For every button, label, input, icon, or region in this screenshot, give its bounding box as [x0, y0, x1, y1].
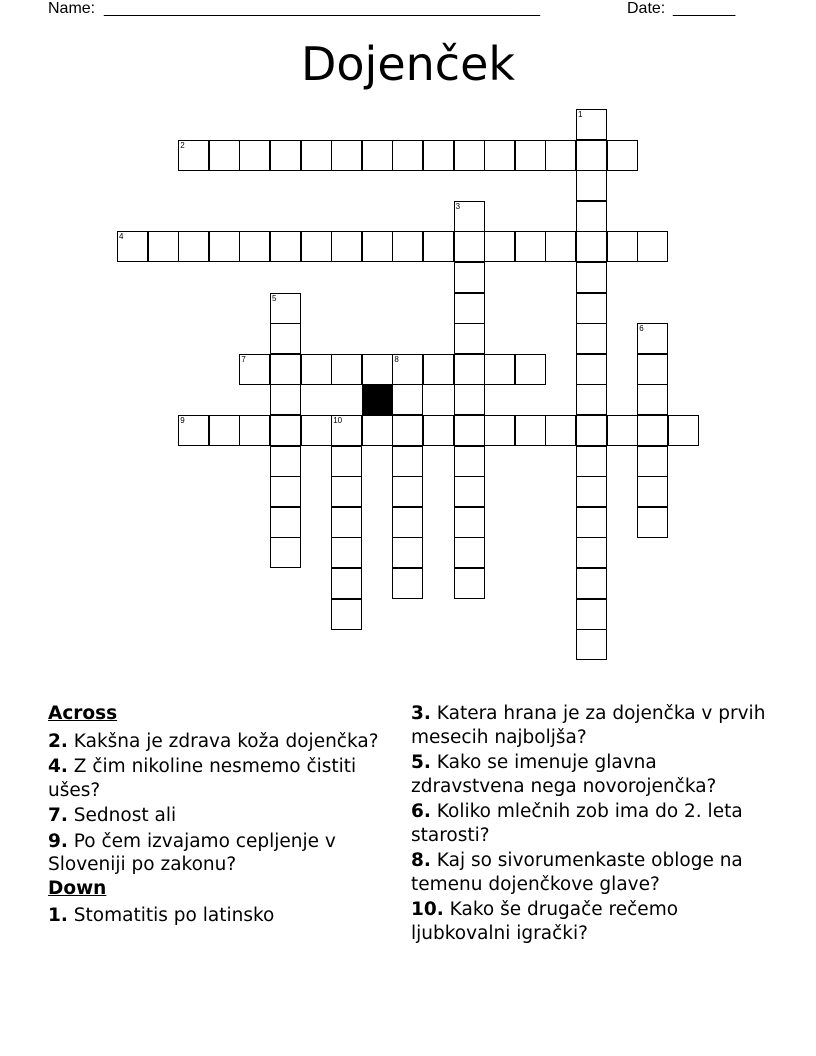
- grid-cell[interactable]: [576, 629, 607, 660]
- grid-cell[interactable]: [454, 537, 485, 568]
- cell-number: 4: [119, 232, 124, 242]
- grid-cell[interactable]: [331, 415, 362, 446]
- grid-cell[interactable]: [515, 140, 546, 171]
- grid-cell[interactable]: [637, 415, 668, 446]
- grid-cell[interactable]: [270, 140, 301, 171]
- grid-cell[interactable]: [270, 323, 301, 354]
- grid-cell[interactable]: [270, 415, 301, 446]
- grid-cell[interactable]: [209, 140, 240, 171]
- grid-cell[interactable]: [545, 140, 576, 171]
- clue-number: 6.: [411, 801, 431, 822]
- clue-across-4: [48, 755, 388, 802]
- clue-across-9: [48, 830, 388, 877]
- grid-cell[interactable]: [331, 446, 362, 477]
- clue-number: 10.: [411, 899, 444, 920]
- grid-cell[interactable]: [392, 354, 423, 385]
- clue-down-6: [411, 800, 771, 847]
- grid-cell[interactable]: [454, 140, 485, 171]
- clue-text: Kaj so sivorumenkaste obloge na temenu dojenčkove glave?: [411, 850, 743, 895]
- name-label: Name:: [48, 0, 96, 17]
- grid-cell[interactable]: [117, 231, 148, 262]
- grid-cell[interactable]: [301, 354, 332, 385]
- cell-number: 2: [180, 140, 185, 150]
- grid-cell[interactable]: [178, 415, 209, 446]
- clue-number: 2.: [48, 730, 68, 752]
- grid-cell[interactable]: [576, 231, 607, 262]
- grid-cell[interactable]: [454, 476, 485, 507]
- clue-number: 3.: [411, 703, 431, 724]
- clue-text: Stomatitis po latinsko: [73, 905, 275, 926]
- grid-cell[interactable]: [270, 476, 301, 507]
- grid-cell[interactable]: [392, 231, 423, 262]
- grid-cell[interactable]: [637, 446, 668, 477]
- grid-cell[interactable]: [515, 231, 546, 262]
- grid-cell[interactable]: [515, 415, 546, 446]
- grid-cell[interactable]: [576, 323, 607, 354]
- grid-cell[interactable]: [454, 568, 485, 599]
- grid-cell[interactable]: [454, 354, 485, 385]
- down-heading: Down: [48, 877, 107, 899]
- cell-number: 7: [241, 354, 246, 364]
- grid-cell[interactable]: [637, 476, 668, 507]
- cell-number: 1: [578, 110, 583, 119]
- grid-cell[interactable]: [209, 231, 240, 262]
- clue-number: 4.: [48, 756, 68, 777]
- grid-cell[interactable]: [392, 568, 423, 599]
- grid-cell[interactable]: [178, 231, 209, 262]
- filled-cell: [362, 384, 393, 415]
- grid-cell[interactable]: [484, 140, 515, 171]
- grid-cell[interactable]: [454, 415, 485, 446]
- clue-down-3: [411, 702, 771, 749]
- grid-cell[interactable]: [301, 415, 332, 446]
- grid-cell[interactable]: [392, 537, 423, 568]
- grid-cell[interactable]: [454, 446, 485, 477]
- clue-text: Kako se imenuje glavna zdravstvena nega novorojenčka?: [411, 752, 717, 797]
- grid-cell[interactable]: [239, 231, 270, 262]
- grid-cell[interactable]: [576, 537, 607, 568]
- name-field[interactable]: _________________________________________________: [104, 0, 541, 17]
- grid-cell[interactable]: [331, 476, 362, 507]
- clue-number: 5.: [411, 752, 431, 773]
- grid-cell[interactable]: [576, 262, 607, 293]
- grid-cell[interactable]: [270, 293, 301, 324]
- cell-number: 6: [639, 324, 644, 334]
- grid-cell[interactable]: [239, 415, 270, 446]
- clue-text: Katera hrana je za dojenčka v prvih mesecih najboljša?: [411, 703, 766, 748]
- grid-cell[interactable]: [576, 293, 607, 324]
- clue-text: Koliko mlečnih zob ima do 2. leta starosti?: [411, 801, 743, 846]
- across-heading: Across: [48, 703, 118, 724]
- grid-cell[interactable]: [454, 323, 485, 354]
- clue-across-2: [48, 730, 388, 754]
- grid-cell[interactable]: [270, 231, 301, 262]
- clue-down-8: [411, 849, 771, 896]
- grid-cell[interactable]: [484, 231, 515, 262]
- clue-text: Z čim nikoline nesmemo čistiti ušes?: [48, 756, 357, 801]
- cell-number: 9: [180, 416, 185, 425]
- cell-number: 3: [455, 201, 461, 211]
- grid-cell[interactable]: [301, 231, 332, 262]
- grid-cell[interactable]: [331, 568, 362, 599]
- grid-cell[interactable]: [392, 446, 423, 477]
- grid-cell[interactable]: [576, 415, 607, 446]
- grid-cell[interactable]: [576, 384, 607, 415]
- grid-cell[interactable]: [331, 537, 362, 568]
- grid-cell[interactable]: [515, 354, 546, 385]
- grid-cell[interactable]: [301, 140, 332, 171]
- grid-cell[interactable]: [545, 231, 576, 262]
- grid-cell[interactable]: [454, 507, 485, 538]
- clue-down-5: [411, 751, 771, 798]
- grid-cell[interactable]: [576, 476, 607, 507]
- clue-down-10: [411, 898, 771, 945]
- grid-cell[interactable]: [454, 262, 485, 293]
- grid-cell[interactable]: [545, 415, 576, 446]
- grid-cell[interactable]: [392, 476, 423, 507]
- date-field[interactable]: _______: [673, 0, 736, 17]
- grid-cell[interactable]: [239, 140, 270, 171]
- clue-number: 1.: [48, 905, 68, 926]
- grid-cell[interactable]: [576, 201, 607, 232]
- grid-cell[interactable]: [362, 140, 393, 171]
- grid-cell[interactable]: [454, 231, 485, 262]
- grid-cell[interactable]: [607, 415, 638, 446]
- grid-cell[interactable]: [607, 140, 638, 171]
- grid-cell[interactable]: [576, 446, 607, 477]
- grid-cell[interactable]: [454, 201, 485, 232]
- grid-cell[interactable]: [423, 231, 454, 262]
- cell-number: 8: [394, 354, 399, 364]
- grid-cell[interactable]: [454, 293, 485, 324]
- grid-cell[interactable]: [148, 231, 179, 262]
- clues-left-column: [48, 702, 388, 928]
- grid-cell[interactable]: [576, 170, 607, 201]
- clue-text: Kako še drugače rečemo ljubkovalni igrački?: [411, 899, 679, 944]
- grid-cell[interactable]: [209, 415, 240, 446]
- grid-cell[interactable]: [270, 384, 301, 415]
- grid-cell[interactable]: [607, 231, 638, 262]
- clue-text: Kakšna je zdrava koža dojenčka?: [73, 730, 379, 752]
- grid-cell[interactable]: [362, 415, 393, 446]
- grid-cell[interactable]: [331, 599, 362, 630]
- grid-cell[interactable]: [637, 354, 668, 385]
- grid-cell[interactable]: [576, 109, 607, 140]
- grid-cell[interactable]: [637, 384, 668, 415]
- grid-cell[interactable]: [576, 354, 607, 385]
- grid-cell[interactable]: [484, 354, 515, 385]
- grid-cell[interactable]: [392, 140, 423, 171]
- grid-cell[interactable]: [637, 507, 668, 538]
- clue-across-7: [48, 804, 388, 828]
- grid-cell[interactable]: [484, 415, 515, 446]
- page-title: Dojenček: [300, 37, 516, 91]
- clue-number: 7.: [48, 805, 68, 826]
- grid-cell[interactable]: [423, 415, 454, 446]
- grid-cell[interactable]: [392, 507, 423, 538]
- grid-cell[interactable]: [239, 354, 270, 385]
- grid-cell[interactable]: [331, 507, 362, 538]
- grid-cell[interactable]: [576, 568, 607, 599]
- grid-cell[interactable]: [392, 415, 423, 446]
- grid-cell[interactable]: [331, 140, 362, 171]
- clue-number: 8.: [411, 850, 431, 871]
- grid-cell[interactable]: [270, 537, 301, 568]
- grid-cell[interactable]: [576, 140, 607, 171]
- grid-cell[interactable]: [331, 354, 362, 385]
- grid-cell[interactable]: [576, 599, 607, 630]
- clue-number: 9.: [48, 830, 68, 852]
- grid-cell[interactable]: [576, 507, 607, 538]
- cell-number: 5: [272, 293, 277, 303]
- grid-cell[interactable]: [270, 507, 301, 538]
- grid-cell[interactable]: [270, 446, 301, 477]
- cell-number: 10: [333, 416, 343, 425]
- clues-right-column: [411, 702, 771, 945]
- grid-cell[interactable]: [423, 354, 454, 385]
- grid-cell[interactable]: [423, 140, 454, 171]
- clue-text: Po čem izvajamo cepljenje v Sloveniji po zakonu?: [48, 830, 336, 875]
- date-label: Date:: [627, 0, 666, 17]
- grid-cell[interactable]: [178, 140, 209, 171]
- grid-cell[interactable]: [668, 415, 699, 446]
- grid-cell[interactable]: [392, 384, 423, 415]
- grid-cell[interactable]: [454, 384, 485, 415]
- clue-down-1: [48, 904, 388, 928]
- grid-cell[interactable]: [331, 231, 362, 262]
- grid-cell[interactable]: [637, 323, 668, 354]
- clue-text: Sednost ali: [73, 805, 177, 826]
- grid-cell[interactable]: [362, 231, 393, 262]
- grid-cell[interactable]: [362, 354, 393, 385]
- grid-cell[interactable]: [637, 231, 668, 262]
- grid-cell[interactable]: [270, 354, 301, 385]
